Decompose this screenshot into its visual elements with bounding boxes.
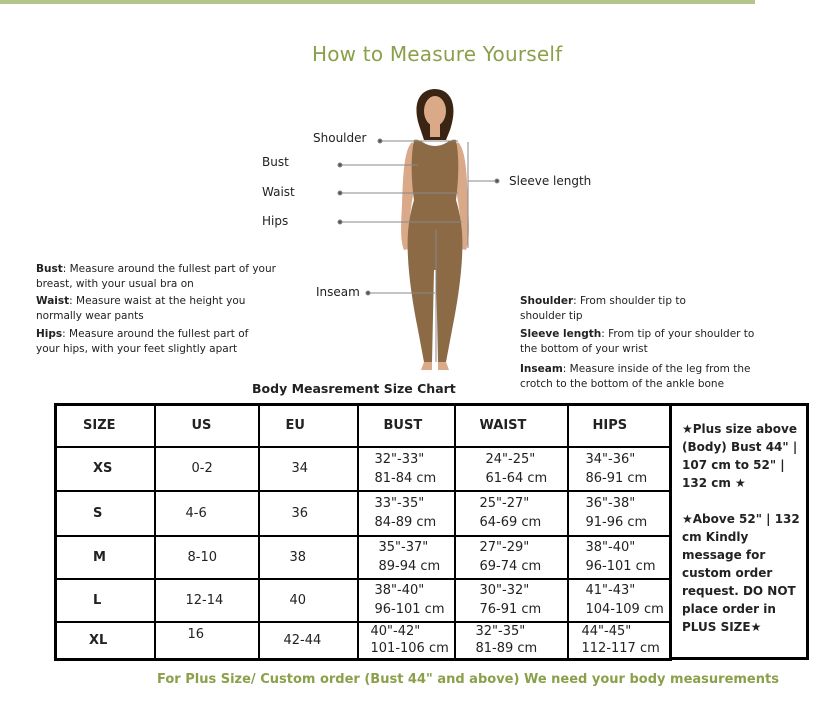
- size-chart-table: [54, 403, 672, 661]
- cell-bust: 32"-33" 81-84 cm: [358, 447, 455, 491]
- label-bust: Bust: [262, 155, 289, 169]
- cell-hips: 34"-36" 86-91 cm: [568, 447, 671, 491]
- page-title: How to Measure Yourself: [312, 42, 563, 66]
- cell-us: 4-6: [155, 491, 259, 536]
- figure-torso: [408, 140, 462, 232]
- header-hips: HIPS: [568, 405, 671, 447]
- note-sleeve-length: Sleeve length: From tip of your shoulder to the bottom of your wrist: [520, 328, 755, 355]
- header-waist: WAIST: [455, 405, 568, 447]
- cell-us: 12-14: [155, 579, 259, 622]
- table-row: [56, 536, 671, 579]
- cell-us: 16: [155, 622, 259, 660]
- table-header-row: [56, 405, 671, 447]
- cell-hips: 41"-43" 104-109 cm: [568, 579, 671, 622]
- label-hips: Hips: [262, 214, 289, 228]
- cell-waist: 30"-32" 76-91 cm: [455, 579, 568, 622]
- cell-size: M: [56, 536, 155, 579]
- note-bust: Bust: Measure around the fullest part of your breast, with your usual bra on: [36, 263, 276, 290]
- cell-hips: 44"-45" 112-117 cm: [568, 622, 671, 660]
- plus-size-note: ★Plus size above (Body) Bust 44" | 107 cm to 52" | 132 cm ★: [682, 422, 798, 490]
- cell-hips: 36"-38" 91-96 cm: [568, 491, 671, 536]
- header-us: US: [155, 405, 259, 447]
- table-row: [56, 622, 671, 660]
- cell-size: S: [56, 491, 155, 536]
- header-bust: BUST: [358, 405, 455, 447]
- note-hips: Hips: Measure around the fullest part of your hips, with your feet slightly apart: [36, 328, 249, 355]
- custom-order-note: ★Above 52" | 132 cm Kindly message for custom order request. DO NOT place order in PLUS SIZE★: [682, 512, 800, 634]
- size-chart-title: Body Measrement Size Chart: [252, 381, 456, 396]
- cell-waist: 32"-35" 81-89 cm: [455, 622, 568, 660]
- label-waist: Waist: [262, 185, 295, 199]
- footer-note: For Plus Size/ Custom order (Bust 44" and above) We need your body measurements: [157, 672, 779, 687]
- cell-bust: 38"-40" 96-101 cm: [358, 579, 455, 622]
- cell-us: 8-10: [155, 536, 259, 579]
- plus-size-note-box: [669, 403, 809, 660]
- label-sleeve-length: Sleeve length: [509, 174, 592, 188]
- cell-us: 0-2: [155, 447, 259, 491]
- table-row: [56, 447, 671, 491]
- cell-eu: 42-44: [259, 622, 358, 660]
- figure-head: [424, 96, 446, 126]
- cell-waist: 27"-29" 69-74 cm: [455, 536, 568, 579]
- cell-eu: 38: [259, 536, 358, 579]
- figure-legs: [408, 232, 463, 362]
- cell-size: XS: [56, 447, 155, 491]
- cell-size: XL: [56, 622, 155, 660]
- header-size: SIZE: [56, 405, 155, 447]
- note-shoulder: Shoulder: From shoulder tip to shoulder tip: [520, 295, 686, 322]
- table-row: [56, 491, 671, 536]
- label-inseam: Inseam: [316, 285, 360, 299]
- label-shoulder: Shoulder: [313, 131, 367, 145]
- header-eu: EU: [259, 405, 358, 447]
- cell-eu: 34: [259, 447, 358, 491]
- cell-hips: 38"-40" 96-101 cm: [568, 536, 671, 579]
- cell-bust: 35"-37" 89-94 cm: [358, 536, 455, 579]
- cell-size: L: [56, 579, 155, 622]
- cell-eu: 36: [259, 491, 358, 536]
- cell-waist: 24"-25" 61-64 cm: [455, 447, 568, 491]
- table-row: [56, 579, 671, 622]
- cell-bust: 40"-42" 101-106 cm: [358, 622, 455, 660]
- note-inseam: Inseam: Measure inside of the leg from the crotch to the bottom of the ankle bone: [520, 363, 751, 390]
- cell-bust: 33"-35" 84-89 cm: [358, 491, 455, 536]
- cell-waist: 25"-27" 64-69 cm: [455, 491, 568, 536]
- note-waist: Waist: Measure waist at the height you normally wear pants: [36, 295, 246, 322]
- cell-eu: 40: [259, 579, 358, 622]
